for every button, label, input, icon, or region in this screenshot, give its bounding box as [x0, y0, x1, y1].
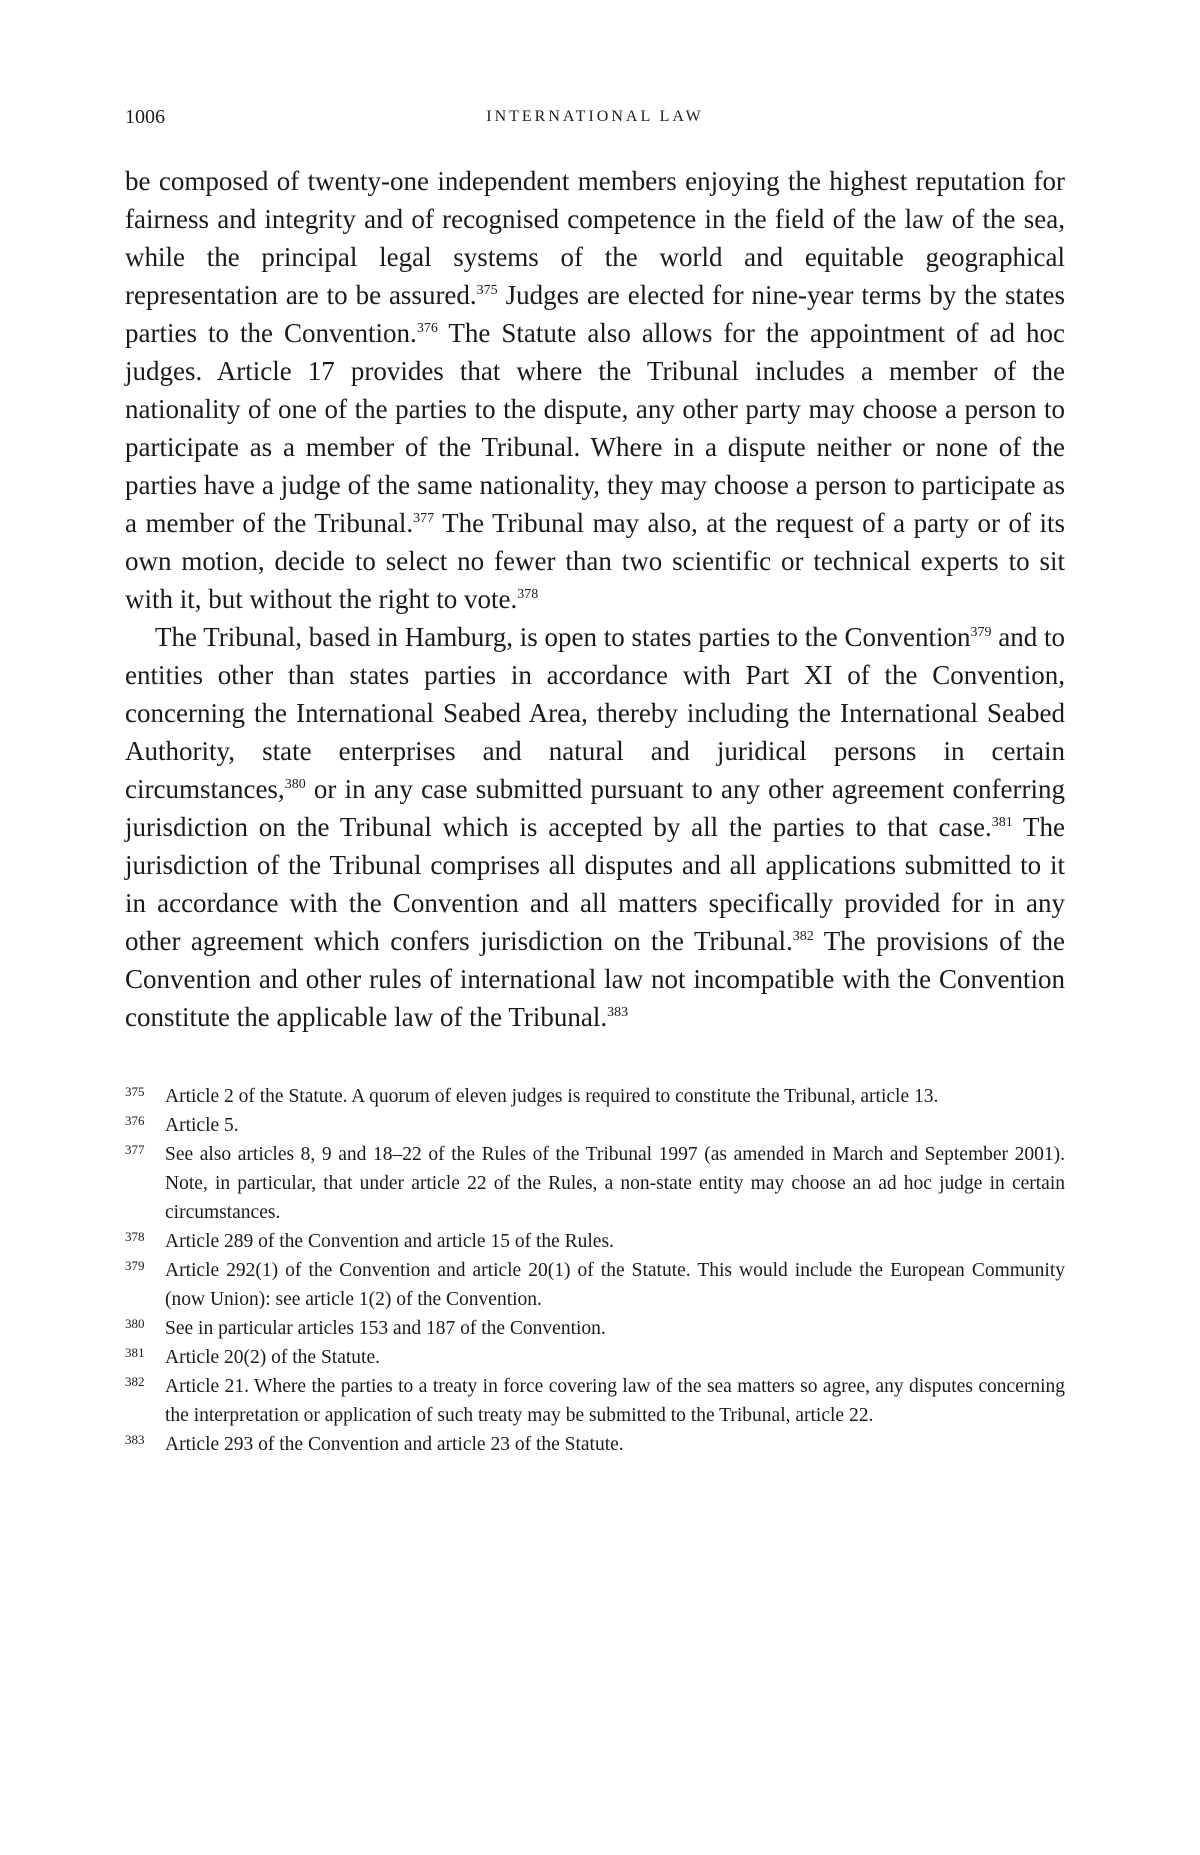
- footnote-ref[interactable]: 377: [413, 511, 435, 526]
- footnote-ref[interactable]: 376: [416, 321, 438, 336]
- footnote-number: 377: [125, 1142, 145, 1157]
- footnote: [125, 1372, 1065, 1430]
- footnote-number: 381: [125, 1345, 145, 1360]
- footnote-number: 383: [125, 1432, 145, 1447]
- paragraph-text: The Tribunal may also, at the request of a party or of its own motion, decide to select no fewer than two scientific or technical experts to sit with it, but without the right to vote.: [125, 508, 1065, 614]
- paragraph-text: The jurisdiction of the Tribunal comprises all disputes and all applications submitted to it in accordance with the Convention and all matters specifically provided for in any other agreement which confers jurisdiction on the Tribunal.: [125, 812, 1065, 956]
- running-head: [125, 100, 1065, 134]
- footnote: [125, 1343, 1065, 1372]
- footnote-ref[interactable]: 382: [792, 929, 814, 944]
- footnote-text: See in particular articles 153 and 187 of the Convention.: [165, 1318, 606, 1339]
- footnote: [125, 1111, 1065, 1140]
- footnote-number: 380: [125, 1316, 145, 1331]
- footnote-text: Article 20(2) of the Statute.: [165, 1347, 380, 1368]
- footnote-ref[interactable]: 383: [607, 1005, 629, 1020]
- footnote-ref[interactable]: 379: [970, 625, 992, 640]
- paragraph: [125, 618, 1065, 1036]
- footnote-text: Article 293 of the Convention and article 23 of the Statute.: [165, 1434, 624, 1455]
- footnote-number: 378: [125, 1229, 145, 1244]
- paragraph-text: The Tribunal, based in Hamburg, is open to states parties to the Convention: [155, 622, 971, 652]
- book-page: [125, 100, 1065, 1459]
- footnote-ref[interactable]: 381: [991, 815, 1013, 830]
- footnote: [125, 1140, 1065, 1227]
- footnote: [125, 1227, 1065, 1256]
- page-number: 1006: [125, 106, 165, 128]
- paragraph-text: The provisions of the Convention and other rules of international law not incompatible with the Convention constitute the applicable law of the Tribunal.: [125, 926, 1065, 1032]
- footnote: [125, 1314, 1065, 1343]
- paragraph-text: The Statute also allows for the appointment of ad hoc judges. Article 17 provides that where the Tribunal includes a member of the nationality of one of the parties to the dispute, any other party may choose a person to participate as a member of the Tribunal. Where in a dispute neither or none of the parties have a judge of the same nationality, they may choose a person to participate as a member of the Tribunal.: [125, 318, 1065, 538]
- body-text: [125, 162, 1065, 1036]
- footnote-number: 382: [125, 1374, 145, 1389]
- footnote-ref[interactable]: 378: [517, 587, 539, 602]
- footnote-number: 375: [125, 1084, 145, 1099]
- footnote-text: Article 5.: [165, 1115, 239, 1136]
- paragraph-text: Judges are elected for nine-year terms by the states parties to the Convention.: [125, 280, 1065, 348]
- footnotes: [125, 1082, 1065, 1459]
- paragraph-text: and to entities other than states parties in accordance with Part XI of the Convention, concerning the International Seabed Area, thereby including the International Seabed Authority, state enterprises and natural and juridical persons in certain circumstances,: [125, 622, 1065, 804]
- footnote: [125, 1082, 1065, 1111]
- footnote-text: Article 289 of the Convention and article 15 of the Rules.: [165, 1231, 614, 1252]
- footnote: [125, 1256, 1065, 1314]
- footnote-ref[interactable]: 380: [284, 777, 306, 792]
- footnote-text: See also articles 8, 9 and 18–22 of the Rules of the Tribunal 1997 (as amended in March and September 2001). Note, in particular, that under article 22 of the Rules, a non-state entity may choose an ad hoc judge in certain circumstances.: [165, 1144, 1065, 1223]
- footnote-text: Article 292(1) of the Convention and article 20(1) of the Statute. This would include the European Community (now Union): see article 1(2) of the Convention.: [165, 1260, 1065, 1310]
- footnote-ref[interactable]: 375: [476, 283, 498, 298]
- footnote-text: Article 21. Where the parties to a treaty in force covering law of the sea matters so agree, any disputes concerning the interpretation or application of such treaty may be submitted to the Tribunal, article 22.: [165, 1376, 1065, 1426]
- running-head-title: INTERNATIONAL LAW: [486, 108, 704, 125]
- footnote: [125, 1430, 1065, 1459]
- footnote-number: 376: [125, 1113, 145, 1128]
- paragraph: [125, 162, 1065, 618]
- footnote-text: Article 2 of the Statute. A quorum of eleven judges is required to constitute the Tribunal, article 13.: [165, 1086, 939, 1107]
- footnote-number: 379: [125, 1258, 145, 1273]
- paragraph-text: or in any case submitted pursuant to any other agreement conferring jurisdiction on the Tribunal which is accepted by all the parties to that case.: [125, 774, 1065, 842]
- paragraph-text: be composed of twenty-one independent members enjoying the highest reputation for fairness and integrity and of recognised competence in the field of the law of the sea, while the principal legal systems of the world and equitable geographical representation are to be assured.: [125, 166, 1065, 310]
